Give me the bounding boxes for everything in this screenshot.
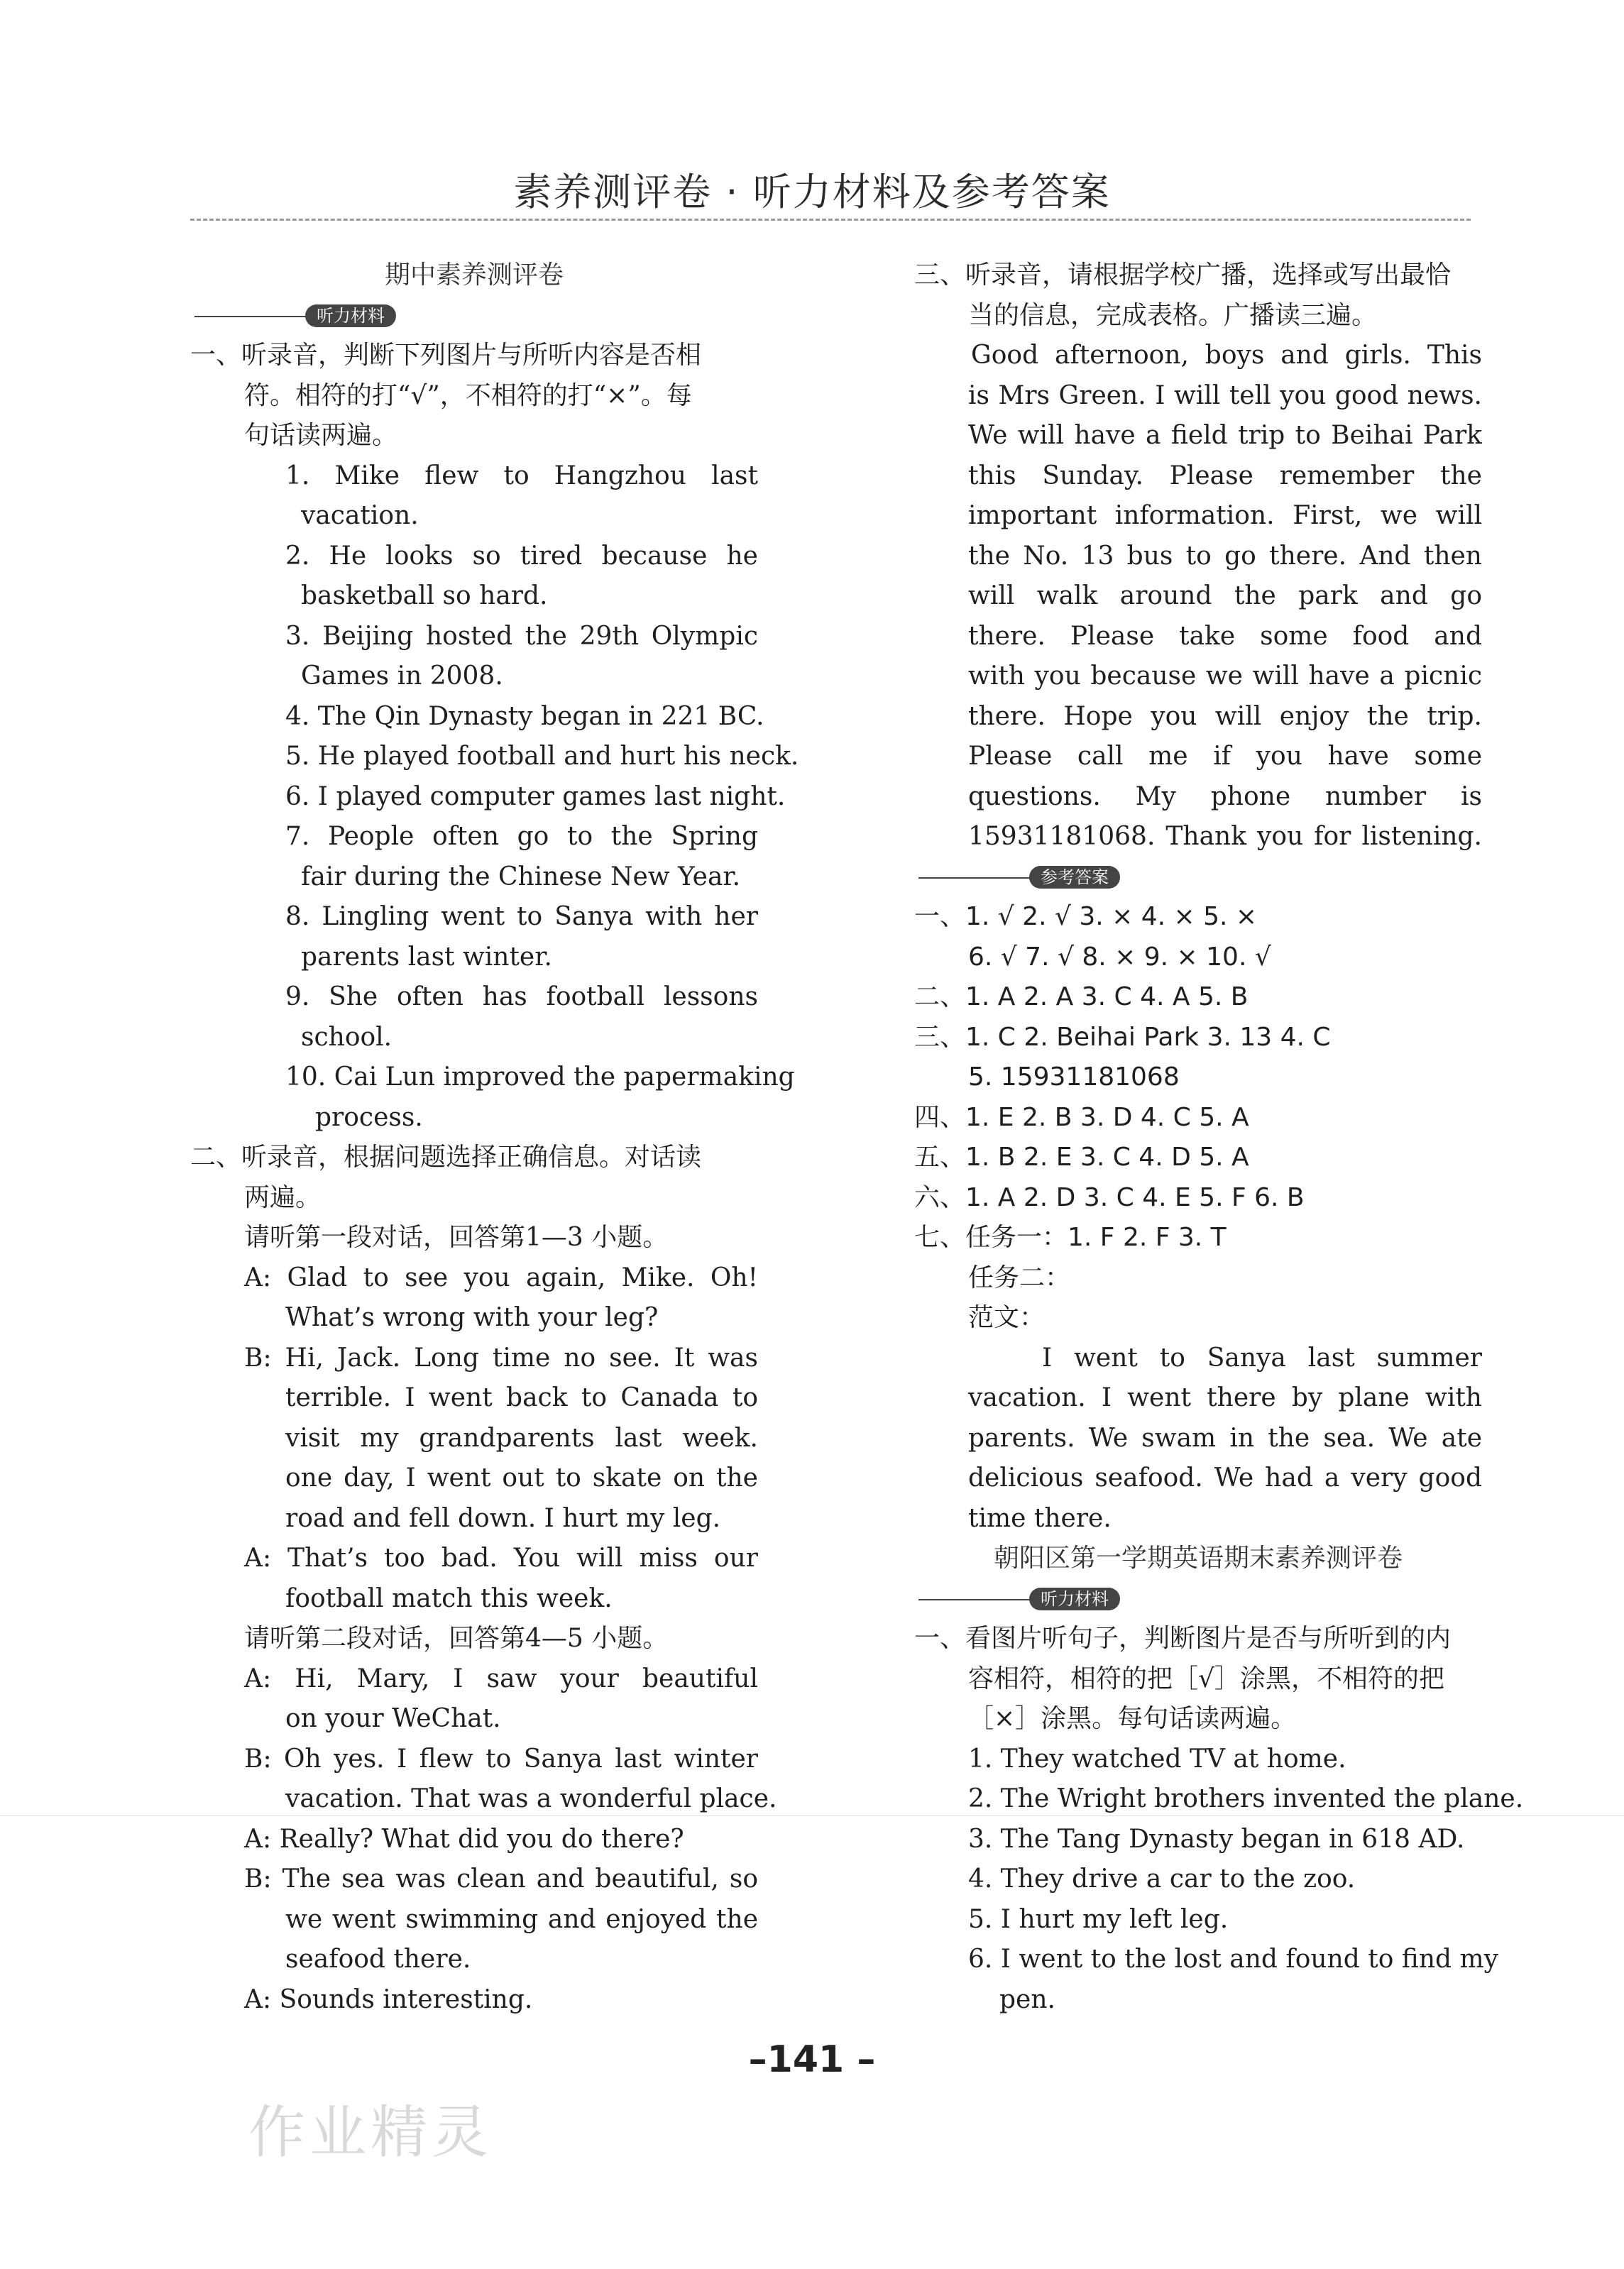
- q1-item-cont: parents last winter.: [301, 942, 552, 972]
- dialog-line-cont: vacation. That was a wonderful place.: [285, 1784, 777, 1813]
- listening-tag: [190, 296, 758, 336]
- answers-badge: 参考答案: [1029, 866, 1120, 889]
- essay-line: parents. We swam in the sea. We ate: [968, 1423, 1482, 1453]
- q1-intro-line: 一、听录音，判断下列图片与所听内容是否相: [190, 341, 702, 370]
- passage-line: this Sunday. Please remember the: [968, 461, 1482, 490]
- dialog-line-cont: road and fell down. I hurt my leg.: [285, 1503, 721, 1533]
- section-title-final: 朝阳区第一学期英语期末素养测评卷: [993, 1544, 1403, 1573]
- s2-q1-item-cont: pen.: [999, 1984, 1055, 2014]
- answer-line: 6. √ 7. √ 8. × 9. × 10. √: [968, 942, 1271, 972]
- watermark: 作业精灵: [248, 2099, 493, 2165]
- answer-line: 五、1. B 2. E 3. C 4. D 5. A: [914, 1143, 1249, 1172]
- q1-item-cont: basketball so hard.: [301, 581, 548, 610]
- dialog-line-cont: seafood there.: [285, 1945, 471, 1974]
- dialog-line: A: That’s too bad. You will miss our: [244, 1544, 758, 1573]
- q1-item: 4. The Qin Dynasty began in 221 BC.: [285, 701, 764, 731]
- right-column: [914, 256, 1524, 2020]
- dialog-line-cont: terrible. I went back to Canada to: [285, 1383, 758, 1412]
- passage-line: Please call me if you have some: [968, 742, 1482, 771]
- answer-line: 三、1. C 2. Beihai Park 3. 13 4. C: [914, 1022, 1331, 1052]
- dialog-line-cont: football match this week.: [285, 1583, 613, 1613]
- q1-item-cont: fair during the Chinese New Year.: [301, 862, 741, 891]
- answer-line: 六、1. A 2. D 3. C 4. E 5. F 6. B: [914, 1182, 1305, 1212]
- q3-intro-line: 当的信息，完成表格。广播读三遍。: [968, 300, 1378, 330]
- q1-item: 5. He played football and hurt his neck.: [285, 742, 799, 771]
- passage-line: is Mrs Green. I will tell you good news.: [968, 380, 1482, 410]
- dialog-line: A: Really? What did you do there?: [244, 1824, 684, 1854]
- listening-tag-2: [914, 1579, 1482, 1620]
- essay-line: vacation. I went there by plane with: [968, 1383, 1482, 1412]
- s2-q1-item: 4. They drive a car to the zoo.: [968, 1864, 1356, 1894]
- q1-item: 7. People often go to the Spring: [285, 822, 758, 851]
- page-header-title: 素养测评卷 · 听力材料及参考答案: [513, 170, 1111, 214]
- q2-part2-instruction: 请听第二段对话，回答第4—5 小题。: [244, 1624, 669, 1653]
- dialog-line-cont: visit my grandparents last week.: [285, 1423, 758, 1453]
- answer-line: 范文：: [968, 1303, 1046, 1332]
- passage-line: will walk around the park and go: [968, 581, 1482, 610]
- s2-q1-item: 6. I went to the lost and found to find my: [968, 1945, 1498, 1974]
- q1-item: 6. I played computer games last night.: [285, 781, 786, 811]
- s2-q1-intro-line: 容相符，相符的把［√］涂黑，不相符的把: [968, 1664, 1444, 1693]
- page-number: –141 –: [748, 2038, 876, 2081]
- q1-item: 8. Lingling went to Sanya with her: [285, 902, 758, 931]
- q1-intro-line: 符。相符的打“√”，不相符的打“×”。每: [244, 380, 692, 410]
- q1-item: 3. Beijing hosted the 29th Olympic: [285, 621, 758, 651]
- essay-line: delicious seafood. We had a very good: [968, 1463, 1482, 1493]
- q1-item-cont: process.: [315, 1102, 423, 1132]
- q1-intro-line: 句话读两遍。: [244, 421, 398, 450]
- essay-line: time there.: [968, 1503, 1112, 1533]
- listening-badge-2: 听力材料: [1029, 1588, 1120, 1610]
- q1-item-cont: Games in 2008.: [301, 661, 503, 691]
- q2-part1-instruction: 请听第一段对话，回答第1—3 小题。: [244, 1223, 669, 1252]
- dialog-line-cont: we went swimming and enjoyed the: [285, 1904, 758, 1934]
- dialog-line-cont: one day, I went out to skate on the: [285, 1463, 758, 1493]
- section-title-midterm: 期中素养测评卷: [384, 260, 564, 290]
- dialog-line-cont: What’s wrong with your leg?: [285, 1303, 659, 1332]
- q1-item-cont: school.: [301, 1022, 393, 1052]
- dialog-line: A: Glad to see you again, Mike. Oh!: [244, 1263, 758, 1292]
- dialog-line: B: Hi, Jack. Long time no see. It was: [244, 1343, 758, 1373]
- q3-intro-line: 三、听录音，请根据学校广播，选择或写出最恰: [914, 260, 1452, 290]
- passage-line: there. Please take some food and: [968, 621, 1482, 651]
- s2-q1-intro-line: ［×］涂黑。每句话读两遍。: [968, 1704, 1297, 1733]
- answer-line: 二、1. A 2. A 3. C 4. A 5. B: [914, 982, 1249, 1011]
- answer-line: 5. 15931181068: [968, 1062, 1180, 1092]
- q1-item: 9. She often has football lessons: [285, 982, 758, 1011]
- answer-line: 七、任务一：1. F 2. F 3. T: [914, 1223, 1227, 1252]
- passage-line: 15931181068. Thank you for listening.: [968, 822, 1482, 851]
- answer-line: 任务二：: [968, 1263, 1071, 1292]
- passage-line: there. Hope you will enjoy the trip.: [968, 701, 1482, 731]
- answers-tag: [914, 857, 1482, 898]
- dialog-line: B: Oh yes. I flew to Sanya last winter: [244, 1744, 758, 1774]
- s2-q1-item: 5. I hurt my left leg.: [968, 1904, 1229, 1934]
- s2-q1-item: 2. The Wright brothers invented the plane.: [968, 1784, 1524, 1813]
- s2-q1-item: 3. The Tang Dynasty began in 618 AD.: [968, 1824, 1465, 1854]
- dialog-line-cont: on your WeChat.: [285, 1704, 501, 1733]
- listening-badge: 听力材料: [305, 304, 396, 327]
- answer-line: 一、1. √ 2. √ 3. × 4. × 5. ×: [914, 902, 1258, 931]
- header-divider: [190, 219, 1471, 221]
- passage-line: the No. 13 bus to go there. And then: [968, 541, 1482, 571]
- s2-q1-intro-line: 一、看图片听句子，判断图片是否与所听到的内: [914, 1624, 1452, 1653]
- dialog-line: A: Hi, Mary, I saw your beautiful: [244, 1664, 758, 1693]
- passage-line: We will have a field trip to Beihai Park: [968, 421, 1482, 450]
- dialog-line: A: Sounds interesting.: [244, 1984, 533, 2014]
- q1-item: 10. Cai Lun improved the papermaking: [285, 1062, 795, 1092]
- passage-line: questions. My phone number is: [968, 781, 1482, 811]
- q1-item: 1. Mike flew to Hangzhou last: [285, 461, 758, 490]
- q2-intro-line: 二、听录音，根据问题选择正确信息。对话读: [190, 1143, 702, 1172]
- q2-intro-line: 两遍。: [244, 1182, 322, 1212]
- dialog-line: B: The sea was clean and beautiful, so: [244, 1864, 758, 1894]
- left-column: [190, 256, 799, 2020]
- essay-line: I went to Sanya last summer: [1042, 1343, 1482, 1373]
- q1-item: 2. He looks so tired because he: [285, 541, 758, 571]
- q1-item-cont: vacation.: [301, 501, 419, 530]
- passage-line: with you because we will have a picnic: [968, 661, 1482, 691]
- passage-line: important information. First, we will: [968, 501, 1482, 530]
- s2-q1-item: 1. They watched TV at home.: [968, 1744, 1346, 1774]
- answer-line: 四、1. E 2. B 3. D 4. C 5. A: [914, 1102, 1249, 1132]
- passage-line: Good afternoon, boys and girls. This: [971, 341, 1482, 370]
